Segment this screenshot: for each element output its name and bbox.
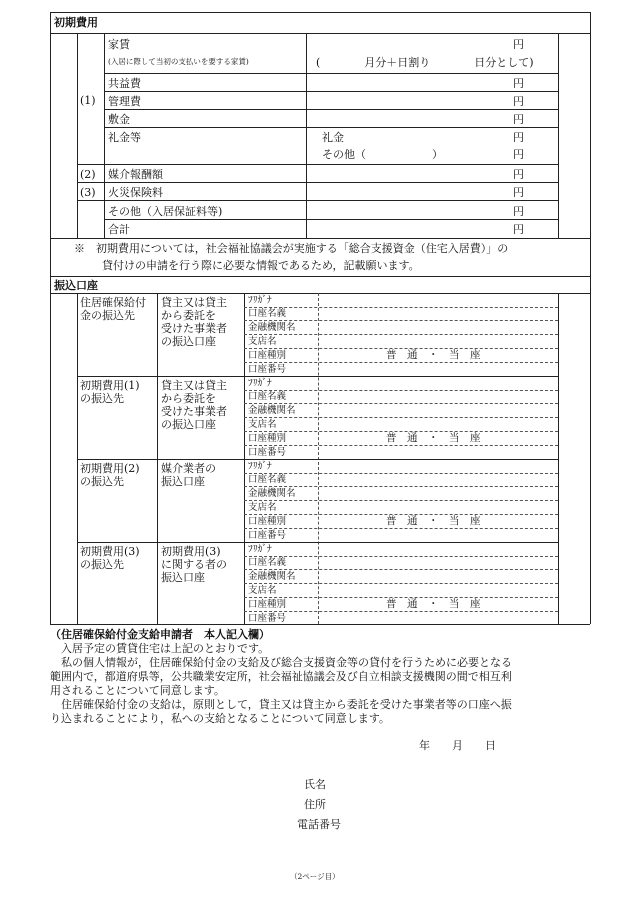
total-yen: 円 (513, 223, 524, 236)
fire-insurance-yen: 円 (513, 186, 524, 199)
other-fee-yen: 円 (513, 205, 524, 218)
fire-insurance-label: 火災保険料 (108, 186, 163, 199)
applicant-line-4: 用されることについて同意します。 (50, 684, 225, 697)
field-account-holder: 口座名義 (248, 391, 287, 402)
bank-section-3-owner-2: 振込口座 (161, 475, 205, 488)
field-account-holder: 口座名義 (248, 474, 287, 485)
bank-section-2-owner-4: の振込口座 (161, 418, 216, 431)
rent-label: 家賃 (108, 38, 130, 51)
rent-yen: 円 (513, 38, 524, 51)
bank-section-1-owner: 貸主又は貸主 (161, 296, 227, 309)
field-account-holder: 口座名義 (248, 557, 287, 568)
field-account-type: 口座種別 (248, 350, 287, 361)
name-field[interactable]: 氏名 (304, 778, 326, 791)
bank-section-2-owner-2: から委託を (161, 392, 216, 405)
field-bank-name: 金融機関名 (248, 405, 296, 416)
management-fee-label: 管理費 (108, 95, 141, 108)
applicant-line-5: 住居確保給付金の支給は，原則として，貸主又は貸主から委託を受けた事業者等の口座へ振 (61, 698, 512, 711)
bank-section-4-dest-2: の振込先 (80, 558, 124, 571)
deposit-label: 敷金 (108, 113, 130, 126)
key-money-label: 礼金等 (108, 131, 141, 144)
field-account-number: 口座番号 (248, 530, 287, 541)
agent-fee-yen: 円 (513, 168, 524, 181)
applicant-line-2: 私の個人情報が，住居確保給付金の支給及び総合支援資金等の貸付を行うために必要となる (61, 656, 512, 669)
field-account-holder: 口座名義 (248, 308, 287, 319)
field-account-type: 口座種別 (248, 599, 287, 610)
field-account-type: 口座種別 (248, 433, 287, 444)
bank-section-3-dest: 初期費用(2) (80, 462, 140, 475)
row-number-3: (3) (80, 186, 96, 199)
management-fee-yen: 円 (513, 95, 524, 108)
date-field[interactable]: 年 月 日 (419, 739, 496, 752)
bank-section-2-owner: 貸主又は貸主 (161, 379, 227, 392)
applicant-line-3: 範囲内で，都道府県等，公共職業安定所，社会福祉協議会及び自立相談支援機関の間で相互利 (50, 670, 512, 683)
bank-header: 振込口座 (54, 279, 98, 292)
key-money-other: その他（ ） (322, 148, 443, 161)
initial-note-1: ※ 初期費用については，社会福祉協議会が実施する「総合支援資金（住宅入居費）」の (74, 242, 509, 255)
bank-section-4-dest: 初期費用(3) (80, 545, 140, 558)
rent-sub-label: (入居に際して当初の支払いを要する家賃) (108, 57, 249, 66)
bank-section-1-dest: 住居確保給付 (80, 296, 146, 309)
account-type-options: 普 通 ・ 当 座 (386, 432, 481, 444)
initial-note-2: 貸付けの申請を行う際に必要な情報であるため，記載願います。 (102, 259, 420, 272)
bank-section-1-owner-4: の振込口座 (161, 335, 216, 348)
account-type-options: 普 通 ・ 当 座 (386, 515, 481, 527)
key-money-other-yen: 円 (513, 148, 524, 161)
applicant-header: （住居確保給付金支給申請者 本人記入欄） (50, 628, 270, 641)
deposit-yen: 円 (513, 113, 524, 126)
page-number: （2ページ目） (290, 872, 340, 881)
account-type-options: 普 通 ・ 当 座 (386, 598, 481, 610)
field-account-number: 口座番号 (248, 364, 287, 375)
phone-field[interactable]: 電話番号 (297, 818, 341, 831)
field-bank-name: 金融機関名 (248, 322, 296, 333)
bank-section-1-owner-3: 受けた事業者 (161, 322, 227, 335)
field-furigana: ﾌﾘｶﾞﾅ (248, 544, 272, 555)
field-bank-name: 金融機関名 (248, 488, 296, 499)
field-furigana: ﾌﾘｶﾞﾅ (248, 378, 272, 389)
field-account-type: 口座種別 (248, 516, 287, 527)
key-money-sub: 礼金 (322, 131, 344, 144)
field-furigana: ﾌﾘｶﾞﾅ (248, 295, 272, 306)
field-furigana: ﾌﾘｶﾞﾅ (248, 461, 272, 472)
bank-section-1-owner-2: から委託を (161, 309, 216, 322)
initial-header: 初期費用 (54, 16, 98, 29)
bank-section-4-owner-3: 振込口座 (161, 571, 205, 584)
bank-section-4-owner: 初期費用(3) (161, 545, 221, 558)
field-account-number: 口座番号 (248, 613, 287, 624)
bank-section-3-owner: 媒介業者の (161, 462, 216, 475)
applicant-line-1: 入居予定の賃貸住宅は上記のとおりです。 (61, 642, 270, 655)
key-money-yen: 円 (513, 131, 524, 144)
total-label: 合計 (108, 223, 130, 236)
field-branch: 支店名 (248, 585, 277, 596)
common-fee-label: 共益費 (108, 77, 141, 90)
field-bank-name: 金融機関名 (248, 571, 296, 582)
field-branch: 支店名 (248, 336, 277, 347)
applicant-line-6: り込まれることにより，私への支給となることについて同意します。 (50, 712, 390, 725)
row-number-2: (2) (80, 168, 96, 181)
account-type-options: 普 通 ・ 当 座 (386, 349, 481, 361)
common-fee-yen: 円 (513, 77, 524, 90)
field-branch: 支店名 (248, 419, 277, 430)
address-field[interactable]: 住所 (304, 798, 326, 811)
bank-section-4-owner-2: に関する者の (161, 558, 227, 571)
row-number-1: (1) (80, 94, 96, 107)
bank-section-1-dest-2: 金の振込先 (80, 309, 135, 322)
bank-section-2-dest: 初期費用(1) (80, 379, 140, 392)
bank-section-2-owner-3: 受けた事業者 (161, 405, 227, 418)
agent-fee-label: 媒介報酬額 (108, 168, 163, 181)
field-account-number: 口座番号 (248, 447, 287, 458)
bank-section-3-dest-2: の振込先 (80, 475, 124, 488)
bank-section-2-dest-2: の振込先 (80, 392, 124, 405)
rent-formula: ( 月分＋日割り 日分として) (316, 56, 534, 69)
other-fee-label: その他（入居保証料等) (108, 205, 223, 218)
field-branch: 支店名 (248, 502, 277, 513)
